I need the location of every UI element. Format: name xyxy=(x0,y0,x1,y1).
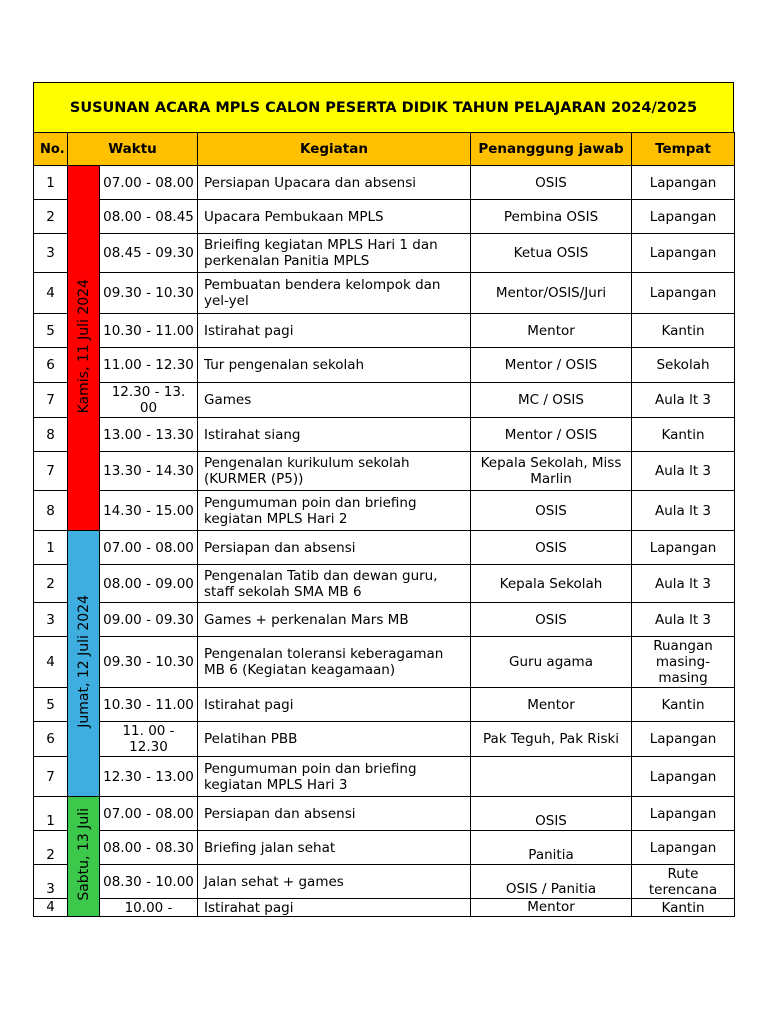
row-number: 5 xyxy=(34,314,68,348)
time-cell: 12.30 - 13. 00 xyxy=(100,383,198,418)
place-cell: Lapangan xyxy=(632,722,735,757)
table-row xyxy=(34,865,735,899)
row-number: 6 xyxy=(34,722,68,757)
pic-cell xyxy=(471,757,632,797)
place-cell: Kantin xyxy=(632,418,735,452)
pic-cell: Pembina OSIS xyxy=(471,200,632,234)
activity-cell: Persiapan dan absensi xyxy=(198,531,471,565)
table-row xyxy=(34,899,735,917)
place-cell: Lapangan xyxy=(632,797,735,831)
time-cell: 12.30 - 13.00 xyxy=(100,757,198,797)
time-cell: 10.30 - 11.00 xyxy=(100,314,198,348)
row-number: 3 xyxy=(34,865,68,899)
day-label-cell xyxy=(68,531,100,797)
place-cell: Lapangan xyxy=(632,234,735,273)
header-pic: Penanggung jawab xyxy=(471,133,632,166)
place-cell: Aula lt 3 xyxy=(632,565,735,603)
pic-cell: Mentor / OSIS xyxy=(471,348,632,383)
row-number: 8 xyxy=(34,491,68,531)
place-cell: Ruangan masing-masing xyxy=(632,637,735,688)
place-cell: Lapangan xyxy=(632,273,735,314)
activity-cell: Persiapan dan absensi xyxy=(198,797,471,831)
pic-cell: OSIS / Panitia xyxy=(471,865,632,899)
activity-cell: Pengumuman poin dan briefing kegiatan MPLS Hari 3 xyxy=(198,757,471,797)
place-cell: Lapangan xyxy=(632,831,735,865)
row-number: 2 xyxy=(34,831,68,865)
schedule-title: SUSUNAN ACARA MPLS CALON PESERTA DIDIK TAHUN PELAJARAN 2024/2025 xyxy=(33,82,734,132)
activity-cell: Istirahat pagi xyxy=(198,899,471,917)
row-number: 6 xyxy=(34,348,68,383)
activity-cell: Jalan sehat + games xyxy=(198,865,471,899)
row-number: 7 xyxy=(34,452,68,491)
table-row xyxy=(34,757,735,797)
day-label-cell xyxy=(68,166,100,531)
row-number: 3 xyxy=(34,234,68,273)
time-cell: 08.00 - 08.30 xyxy=(100,831,198,865)
table-row xyxy=(34,314,735,348)
table-row xyxy=(34,637,735,688)
time-cell: 07.00 - 08.00 xyxy=(100,531,198,565)
schedule-table xyxy=(33,132,735,917)
activity-cell: Istirahat siang xyxy=(198,418,471,452)
row-number: 1 xyxy=(34,797,68,831)
table-row xyxy=(34,688,735,722)
table-row xyxy=(34,491,735,531)
row-number: 1 xyxy=(34,166,68,200)
time-cell: 11. 00 - 12.30 xyxy=(100,722,198,757)
table-row xyxy=(34,348,735,383)
place-cell: Lapangan xyxy=(632,531,735,565)
time-cell: 08.00 - 09.00 xyxy=(100,565,198,603)
schedule-body xyxy=(34,166,735,917)
row-number: 2 xyxy=(34,565,68,603)
day-label: Jumat, 12 Juli 2024 xyxy=(75,595,92,728)
table-row xyxy=(34,166,735,200)
table-row xyxy=(34,531,735,565)
time-cell: 09.30 - 10.30 xyxy=(100,637,198,688)
table-row xyxy=(34,200,735,234)
row-number: 8 xyxy=(34,418,68,452)
day-label: Kamis, 11 Juli 2024 xyxy=(75,278,92,414)
pic-cell: Mentor xyxy=(471,899,632,917)
header-activity: Kegiatan xyxy=(198,133,471,166)
place-cell: Kantin xyxy=(632,314,735,348)
pic-cell: Mentor/OSIS/Juri xyxy=(471,273,632,314)
activity-cell: Pengenalan kurikulum sekolah (KURMER (P5)) xyxy=(198,452,471,491)
activity-cell: Persiapan Upacara dan absensi xyxy=(198,166,471,200)
time-cell: 08.30 - 10.00 xyxy=(100,865,198,899)
pic-cell: Mentor / OSIS xyxy=(471,418,632,452)
time-cell: 10.30 - 11.00 xyxy=(100,688,198,722)
time-cell: 14.30 - 15.00 xyxy=(100,491,198,531)
activity-cell: Games xyxy=(198,383,471,418)
table-row xyxy=(34,565,735,603)
table-row xyxy=(34,273,735,314)
place-cell: Rute terencana xyxy=(632,865,735,899)
place-cell: Aula lt 3 xyxy=(632,452,735,491)
pic-cell: OSIS xyxy=(471,797,632,831)
pic-cell: Kepala Sekolah, Miss Marlin xyxy=(471,452,632,491)
table-row xyxy=(34,383,735,418)
pic-cell: Kepala Sekolah xyxy=(471,565,632,603)
table-row xyxy=(34,797,735,831)
place-cell: Aula lt 3 xyxy=(632,603,735,637)
row-number: 3 xyxy=(34,603,68,637)
time-cell: 11.00 - 12.30 xyxy=(100,348,198,383)
activity-cell: Upacara Pembukaan MPLS xyxy=(198,200,471,234)
place-cell: Sekolah xyxy=(632,348,735,383)
time-cell: 07.00 - 08.00 xyxy=(100,797,198,831)
activity-cell: Pelatihan PBB xyxy=(198,722,471,757)
time-cell: 07.00 - 08.00 xyxy=(100,166,198,200)
table-row xyxy=(34,831,735,865)
row-number: 4 xyxy=(34,637,68,688)
activity-cell: Briefing jalan sehat xyxy=(198,831,471,865)
header-place: Tempat xyxy=(632,133,735,166)
pic-cell: Mentor xyxy=(471,688,632,722)
time-cell: 09.30 - 10.30 xyxy=(100,273,198,314)
table-row xyxy=(34,234,735,273)
table-row xyxy=(34,418,735,452)
time-cell: 09.00 - 09.30 xyxy=(100,603,198,637)
pic-cell: OSIS xyxy=(471,603,632,637)
place-cell: Lapangan xyxy=(632,757,735,797)
activity-cell: Istirahat pagi xyxy=(198,688,471,722)
activity-cell: Istirahat pagi xyxy=(198,314,471,348)
row-number: 2 xyxy=(34,200,68,234)
pic-cell: Panitia xyxy=(471,831,632,865)
pic-cell: Ketua OSIS xyxy=(471,234,632,273)
pic-cell: OSIS xyxy=(471,166,632,200)
day-label: Sabtu, 13 Juli xyxy=(75,808,92,901)
pic-cell: Pak Teguh, Pak Riski xyxy=(471,722,632,757)
schedule-sheet xyxy=(33,82,734,917)
pic-cell: Guru agama xyxy=(471,637,632,688)
row-number: 1 xyxy=(34,531,68,565)
activity-cell: Pembuatan bendera kelompok dan yel-yel xyxy=(198,273,471,314)
activity-cell: Brieifing kegiatan MPLS Hari 1 dan perkenalan Panitia MPLS xyxy=(198,234,471,273)
row-number: 5 xyxy=(34,688,68,722)
row-number: 4 xyxy=(34,899,68,917)
place-cell: Aula lt 3 xyxy=(632,491,735,531)
pic-cell: MC / OSIS xyxy=(471,383,632,418)
place-cell: Lapangan xyxy=(632,200,735,234)
time-cell: 13.00 - 13.30 xyxy=(100,418,198,452)
activity-cell: Games + perkenalan Mars MB xyxy=(198,603,471,637)
header-no: No. xyxy=(34,133,68,166)
pic-cell: OSIS xyxy=(471,531,632,565)
time-cell: 13.30 - 14.30 xyxy=(100,452,198,491)
activity-cell: Pengenalan toleransi keberagaman MB 6 (Kegiatan keagamaan) xyxy=(198,637,471,688)
time-cell: 08.45 - 09.30 xyxy=(100,234,198,273)
pic-cell: Mentor xyxy=(471,314,632,348)
activity-cell: Tur pengenalan sekolah xyxy=(198,348,471,383)
row-number: 4 xyxy=(34,273,68,314)
time-cell: 10.00 - xyxy=(100,899,198,917)
table-row xyxy=(34,603,735,637)
activity-cell: Pengumuman poin dan briefing kegiatan MPLS Hari 2 xyxy=(198,491,471,531)
table-row xyxy=(34,722,735,757)
place-cell: Kantin xyxy=(632,899,735,917)
table-row xyxy=(34,452,735,491)
place-cell: Aula lt 3 xyxy=(632,383,735,418)
place-cell: Kantin xyxy=(632,688,735,722)
header-time: Waktu xyxy=(68,133,198,166)
activity-cell: Pengenalan Tatib dan dewan guru, staff sekolah SMA MB 6 xyxy=(198,565,471,603)
time-cell: 08.00 - 08.45 xyxy=(100,200,198,234)
place-cell: Lapangan xyxy=(632,166,735,200)
day-label-cell xyxy=(68,797,100,917)
header-row xyxy=(34,133,735,166)
row-number: 7 xyxy=(34,383,68,418)
row-number: 7 xyxy=(34,757,68,797)
pic-cell: OSIS xyxy=(471,491,632,531)
